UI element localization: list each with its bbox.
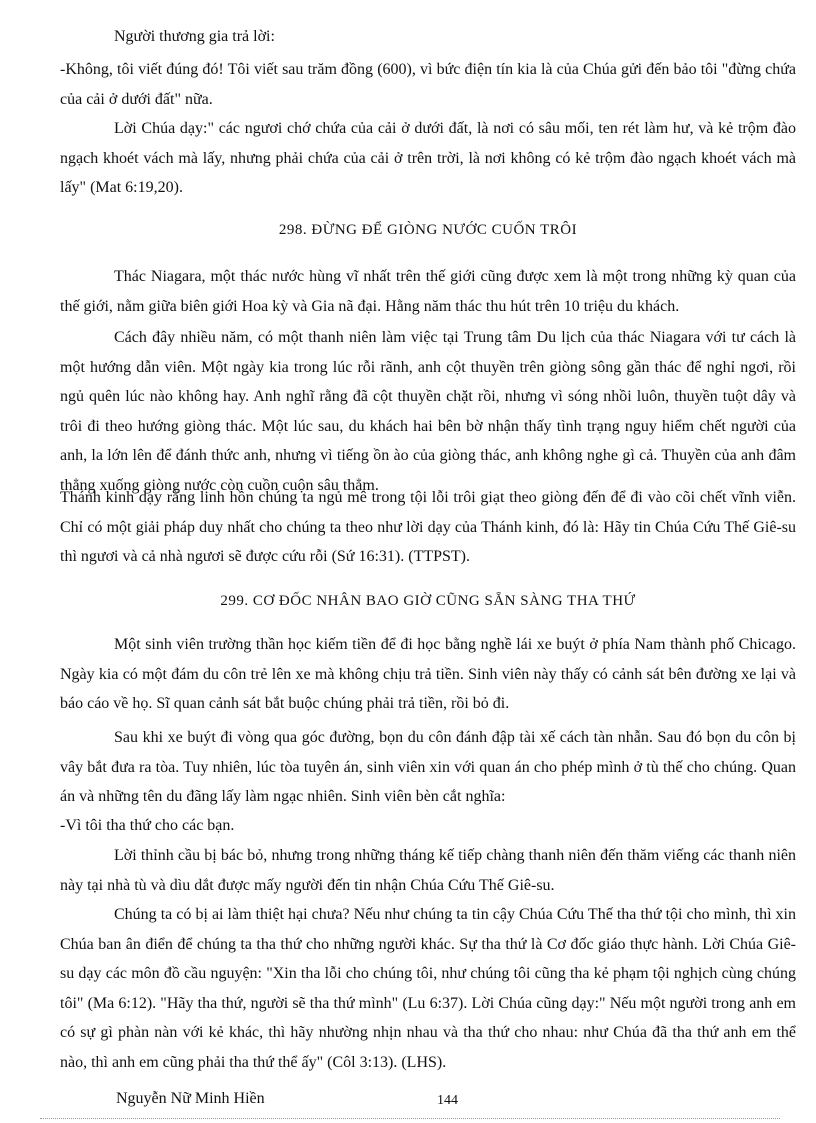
paragraph-niagara-story: Cách đây nhiều năm, có một thanh niên làm việc tại Trung tâm Du lịch của thác Niagara với tư cách là một hướng dẫn viên. Một ngày kia trong lúc rỗi rãnh, anh cột thuyền trên giòng sông gần thác để nghỉ ngơi, rồi ngủ quên lúc nào không hay. Anh nghĩ rằng đã cột thuyền chặt rồi, nhưng vì sóng nhồi luôn, thuyền tuột dây và trôi đi theo hướng giòng thác. Một lúc sau, du khách hai bên bờ nhận thấy tình trạng nguy hiểm chết người của anh, la lớn lên để đánh thức anh, nhưng vì tiếng ồn ào của giòng thác, anh không nghe gì cả. Thuyền của anh đâm thẳng xuống giòng nước còn cuồn cuộn sâu thẳm. [60,329,796,494]
paragraph-forgiveness-lesson: Chúng ta có bị ai làm thiệt hại chưa? Nếu như chúng ta tin cậy Chúa Cứu Thế tha thứ tội cho mình, thì xin Chúa ban ân điển để chúng ta tha thứ cho những người khác. Sự tha thứ là Cơ đốc giáo thực hành. Lời Chúa Giê-su dạy các môn đồ cầu nguyện: "Xin tha lỗi cho chúng tôi, như chúng tôi cũng tha kẻ phạm tội nghịch cùng chúng tôi" (Ma 6:12). "Hãy tha thứ, người sẽ tha thứ mình" (Lu 6:37). Lời Chúa cũng dạy:" Nếu một người trong anh em có sự gì phàn nàn với kẻ khác, thì hãy nhường nhịn nhau và tha thứ cho nhau: như Chúa đã tha thứ anh em thể nào, thì anh em cũng phải tha thứ thể ấy" (Côl 3:13). (LHS). [60,906,796,1071]
paragraph-bus-attack: Sau khi xe buýt đi vòng qua góc đường, bọn du côn đánh đập tài xế cách tàn nhẫn. Sau đó bọn du côn bị vây bắt đưa ra tòa. Tuy nhiên, lúc tòa tuyên án, sinh viên xin với quan án cho phép mình ở tù thế cho chúng. Quan án và những tên du đãng lấy làm ngạc nhiên. Sinh viên bèn cắt nghĩa: [60,729,796,805]
section-heading-298: 298. ĐỪNG ĐỂ GIÒNG NƯỚC CUỐN TRÔI [278,222,578,238]
paragraph-prison-visits: Lời thỉnh cầu bị bác bỏ, nhưng trong những tháng kế tiếp chàng thanh niên đến thăm viếng các thanh niên này tại nhà tù và dìu dắt được mấy người đến tin nhận Chúa Cứu Thế Giê-su. [60,847,796,894]
paragraph-niagara-intro: Thác Niagara, một thác nước hùng vĩ nhất trên thế giới cũng được xem là một trong những kỳ quan của thế giới, nằm giữa biên giới Hoa kỳ và Gia nã đại. Hằng năm thác thu hút trên 10 triệu du khách. [60,268,796,315]
paragraph-merchant-reply: Người thương gia trả lời: [114,28,275,45]
footer-author: Nguyễn Nữ Minh Hiền [116,1090,265,1107]
paragraph-niagara-lesson: Thánh kinh dạy rằng linh hồn chúng ta ngủ mê trong tội lỗi trôi giạt theo giòng đến để đi vào cõi chết vĩnh viễn. Chỉ có một giải pháp duy nhất cho chúng ta theo như lời dạy của Thánh kinh, đó là: Hãy tin Chúa Cứu Thế Giê-su thì ngươi và cả nhà ngươi sẽ được cứu rỗi (Sứ 16:31). (TTPST). [60,489,796,565]
paragraph-scripture-treasure: Lời Chúa dạy:" các ngươi chớ chứa của cải ở dưới đất, là nơi có sâu mối, ten rét làm hư, và kẻ trộm đào ngạch khoét vách mà lấy, nhưng phải chứa của cải ở trên trời, là nơi không có kẻ trộm đào ngạch khoét vách mà lấy" (Mat 6:19,20). [60,120,796,196]
section-heading-299: 299. CƠ ĐỐC NHÂN BAO GIỜ CŨNG SẴN SÀNG THA THỨ [220,593,636,609]
paragraph-forgiveness-quote: -Vì tôi tha thứ cho các bạn. [60,817,235,834]
paragraph-merchant-answer: -Không, tôi viết đúng đó! Tôi viết sau trăm đồng (600), vì bức điện tín kia là của Chúa gửi đến bảo tôi "đừng chứa của cải ở dưới đất" nữa. [60,61,796,108]
footer-divider [40,1118,780,1119]
paragraph-bus-driver-story: Một sinh viên trường thần học kiếm tiền để đi học bằng nghề lái xe buýt ở phía Nam thành phố Chicago. Ngày kia có một đám du côn trẻ lên xe mà không chịu trả tiền. Sinh viên này thấy có cảnh sát bên đường xe lại và báo cáo về họ. Sĩ quan cảnh sát bắt buộc chúng phải trả tiền, rồi bỏ đi. [60,636,796,712]
page-number: 144 [437,1093,458,1108]
